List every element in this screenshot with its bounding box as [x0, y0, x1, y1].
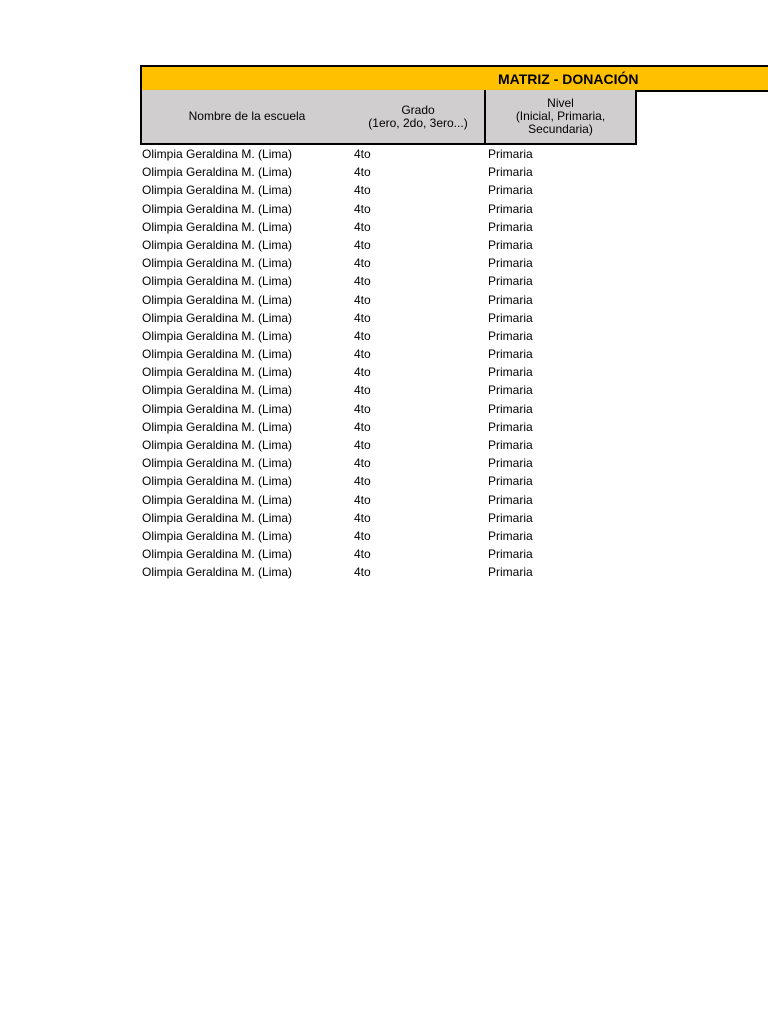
table-row — [140, 363, 637, 381]
cell-grade[interactable]: 4to — [354, 438, 371, 452]
cell-level[interactable]: Primaria — [488, 510, 533, 525]
cell-level[interactable]: Primaria — [488, 401, 533, 416]
header-cell-school[interactable] — [140, 90, 354, 145]
table-row — [140, 309, 637, 327]
cell-level[interactable]: Primaria — [488, 456, 533, 471]
table-row — [140, 327, 637, 345]
table-row — [140, 509, 637, 527]
table-row — [140, 181, 637, 199]
cell-school[interactable]: Olimpia Geraldina M. (Lima) — [142, 219, 293, 234]
header-cell-level[interactable] — [486, 90, 637, 145]
cell-grade[interactable]: 4to — [354, 237, 371, 252]
title-bar — [140, 65, 768, 92]
cell-level[interactable]: Primaria — [488, 565, 533, 580]
header-label-school: Nombre de la escuela — [188, 109, 306, 123]
table-row — [140, 472, 637, 490]
cell-school[interactable]: Olimpia Geraldina M. (Lima) — [142, 438, 293, 452]
cell-grade[interactable]: 4to — [354, 147, 371, 161]
cell-level[interactable]: Primaria — [488, 256, 533, 271]
cell-school[interactable]: Olimpia Geraldina M. (Lima) — [142, 528, 293, 543]
cell-level[interactable]: Primaria — [488, 547, 533, 562]
cell-grade[interactable]: 4to — [354, 456, 371, 471]
table-row — [140, 272, 637, 290]
cell-grade[interactable]: 4to — [354, 310, 371, 325]
cell-grade[interactable]: 4to — [354, 565, 371, 580]
cell-grade[interactable]: 4to — [354, 347, 371, 362]
table-row — [140, 218, 637, 236]
cell-school[interactable]: Olimpia Geraldina M. (Lima) — [142, 365, 293, 380]
table-row — [140, 291, 637, 309]
cell-school[interactable]: Olimpia Geraldina M. (Lima) — [142, 510, 293, 525]
table-row — [140, 163, 637, 181]
data-rows — [140, 145, 637, 582]
cell-school[interactable]: Olimpia Geraldina M. (Lima) — [142, 165, 293, 180]
table-row — [140, 545, 637, 563]
cell-school[interactable]: Olimpia Geraldina M. (Lima) — [142, 310, 293, 325]
header-cell-grade[interactable] — [352, 90, 486, 145]
cell-grade[interactable]: 4to — [354, 419, 371, 434]
table-row — [140, 345, 637, 363]
cell-level[interactable]: Primaria — [488, 237, 533, 252]
table-row — [140, 400, 637, 418]
cell-level[interactable]: Primaria — [488, 328, 533, 343]
cell-grade[interactable]: 4to — [354, 383, 371, 398]
cell-grade[interactable]: 4to — [354, 274, 371, 289]
cell-school[interactable]: Olimpia Geraldina M. (Lima) — [142, 256, 293, 271]
cell-grade[interactable]: 4to — [354, 401, 371, 416]
cell-level[interactable]: Primaria — [488, 147, 533, 161]
table-row — [140, 236, 637, 254]
cell-school[interactable]: Olimpia Geraldina M. (Lima) — [142, 237, 293, 252]
cell-school[interactable]: Olimpia Geraldina M. (Lima) — [142, 547, 293, 562]
cell-school[interactable]: Olimpia Geraldina M. (Lima) — [142, 328, 293, 343]
cell-level[interactable]: Primaria — [488, 310, 533, 325]
cell-school[interactable]: Olimpia Geraldina M. (Lima) — [142, 147, 293, 161]
cell-grade[interactable]: 4to — [354, 510, 371, 525]
cell-school[interactable]: Olimpia Geraldina M. (Lima) — [142, 492, 293, 507]
cell-grade[interactable]: 4to — [354, 365, 371, 380]
cell-grade[interactable]: 4to — [354, 328, 371, 343]
cell-level[interactable]: Primaria — [488, 347, 533, 362]
table-row — [140, 563, 637, 581]
cell-school[interactable]: Olimpia Geraldina M. (Lima) — [142, 474, 293, 489]
cell-level[interactable]: Primaria — [488, 419, 533, 434]
cell-grade[interactable]: 4to — [354, 547, 371, 562]
cell-school[interactable]: Olimpia Geraldina M. (Lima) — [142, 274, 293, 289]
cell-school[interactable]: Olimpia Geraldina M. (Lima) — [142, 347, 293, 362]
cell-grade[interactable]: 4to — [354, 219, 371, 234]
cell-level[interactable]: Primaria — [488, 201, 533, 216]
cell-level[interactable]: Primaria — [488, 365, 533, 380]
header-label-level: Nivel (Inicial, Primaria, Secundaria) — [515, 96, 606, 136]
table-row — [140, 254, 637, 272]
header-row — [140, 90, 637, 145]
cell-grade[interactable]: 4to — [354, 292, 371, 307]
cell-school[interactable]: Olimpia Geraldina M. (Lima) — [142, 419, 293, 434]
cell-level[interactable]: Primaria — [488, 474, 533, 489]
cell-school[interactable]: Olimpia Geraldina M. (Lima) — [142, 201, 293, 216]
cell-level[interactable]: Primaria — [488, 219, 533, 234]
cell-level[interactable]: Primaria — [488, 383, 533, 398]
cell-level[interactable]: Primaria — [488, 292, 533, 307]
cell-level[interactable]: Primaria — [488, 183, 533, 198]
cell-level[interactable]: Primaria — [488, 165, 533, 180]
cell-grade[interactable]: 4to — [354, 201, 371, 216]
cell-school[interactable]: Olimpia Geraldina M. (Lima) — [142, 456, 293, 471]
cell-grade[interactable]: 4to — [354, 474, 371, 489]
cell-grade[interactable]: 4to — [354, 183, 371, 198]
cell-grade[interactable]: 4to — [354, 256, 371, 271]
cell-grade[interactable]: 4to — [354, 528, 371, 543]
cell-school[interactable]: Olimpia Geraldina M. (Lima) — [142, 383, 293, 398]
table-row — [140, 145, 637, 163]
sheet-title: MATRIZ - DONACIÓN — [498, 71, 638, 87]
table-row — [140, 454, 637, 472]
table-row — [140, 491, 637, 509]
cell-level[interactable]: Primaria — [488, 438, 533, 452]
header-label-grade: Grado (1ero, 2do, 3ero...) — [368, 102, 468, 130]
table-row — [140, 200, 637, 218]
table-row — [140, 381, 637, 399]
table-row — [140, 418, 637, 436]
cell-school[interactable]: Olimpia Geraldina M. (Lima) — [142, 183, 293, 198]
cell-grade[interactable]: 4to — [354, 492, 371, 507]
cell-school[interactable]: Olimpia Geraldina M. (Lima) — [142, 401, 293, 416]
table-row — [140, 436, 637, 454]
table-row — [140, 527, 637, 545]
cell-grade[interactable]: 4to — [354, 165, 371, 180]
cell-school[interactable]: Olimpia Geraldina M. (Lima) — [142, 292, 293, 307]
cell-school[interactable]: Olimpia Geraldina M. (Lima) — [142, 565, 293, 580]
cell-level[interactable]: Primaria — [488, 274, 533, 289]
cell-level[interactable]: Primaria — [488, 492, 533, 507]
cell-level[interactable]: Primaria — [488, 528, 533, 543]
